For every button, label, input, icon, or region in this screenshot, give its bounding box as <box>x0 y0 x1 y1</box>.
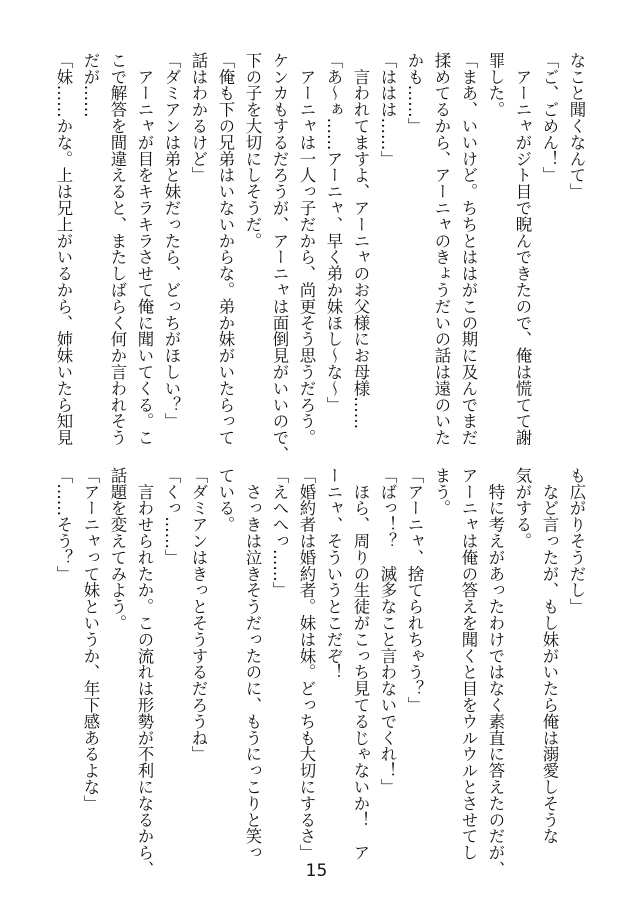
text-column: 「ダミアンは弟と妹だったら、どっちがほしい？」 <box>162 52 181 430</box>
text-column: 「アーニャ、捨てられちゃう？」 <box>405 467 424 713</box>
text-column: 「まあ、いいけど。ちちとははがこの期に及んでまだ <box>459 52 478 446</box>
text-column: 特に考えがあったわけではなく素直に答えたのだが、 <box>486 467 505 877</box>
text-column: 揉めてるから、アーニャのきょうだいの話は遠のいた <box>432 52 451 446</box>
page-number: 15 <box>305 861 328 881</box>
text-column: ている。 <box>216 467 235 533</box>
text-column: 「ダミアンはきっとそうするだろうね」 <box>189 467 208 763</box>
text-column: 「ご、ごめん！」 <box>540 52 559 184</box>
text-column: 「えへへっ……」 <box>270 467 289 599</box>
text-column: も広がりそうだし」 <box>567 467 586 615</box>
text-column: 「婚約者は婚約者。妹は妹。どっちも大切にするさ」 <box>297 467 316 861</box>
text-column: ーニャ、そういうとこだぞ！ <box>324 467 343 681</box>
text-column: 言わせられたか。この流れは形勢が不利になるから、 <box>135 467 154 877</box>
text-column: 「アーニャって妹というか、年下感あるよな」 <box>81 467 100 812</box>
text-column: 「ばっ！？ 滅多なこと言わないでくれ！」 <box>378 467 397 795</box>
text-column: 罪した。 <box>486 52 505 118</box>
text-column: まう。 <box>432 467 451 517</box>
text-column: アーニャがジト目で睨んできたので、俺は慌てて謝 <box>513 52 532 446</box>
text-column: 「くっ……」 <box>162 467 181 566</box>
text-column: アーニャは俺の答えを聞くと目をウルウルとさせてし <box>459 467 478 861</box>
text-column: かも……」 <box>405 52 424 134</box>
text-column: ほら、周りの生徒がこっち見てるじゃないか！ ア <box>351 467 370 861</box>
text-column: 話はわかるけど」 <box>189 52 208 184</box>
upper-text-block <box>50 52 590 464</box>
lower-text-block <box>50 467 590 879</box>
text-column: 「妹……かな。上は兄上がいるから、姉妹いたら知見 <box>54 52 73 446</box>
text-column: アーニャが目をキラキラさせて俺に聞いてくる。こ <box>135 52 154 446</box>
text-column: 「あ～ぁ……アーニャ、早く弟か妹ほし～な～」 <box>324 52 343 413</box>
text-column: ケンカもするだろうが、アーニャは面倒見がいいので、 <box>270 52 289 462</box>
text-column: アーニャは一人っ子だから、尚更そう思うだろう。 <box>297 52 316 446</box>
text-column: こで解答を間違えると、またしばらく何か言われそう <box>108 52 127 446</box>
text-column: 下の子を大切にしそうだ。 <box>243 52 262 249</box>
text-column: 「……そう？」 <box>54 467 73 582</box>
text-column: だが…… <box>81 52 100 118</box>
text-column: なこと聞くなんて」 <box>567 52 586 200</box>
text-column: 気がする。 <box>513 467 532 549</box>
text-column: 話題を変えてみよう。 <box>108 467 127 631</box>
text-column: 「俺も下の兄弟はいないからな。弟か妹がいたらって <box>216 52 235 446</box>
text-column: 「ははは……」 <box>378 52 397 167</box>
text-column: さっきは泣きそうだったのに、もうにっこりと笑っ <box>243 467 262 861</box>
text-column: など言ったが、もし妹がいたら俺は溺愛しそうな <box>540 467 559 845</box>
text-column: 言われてますよ、アーニャのお父様にお母様…… <box>351 52 370 430</box>
